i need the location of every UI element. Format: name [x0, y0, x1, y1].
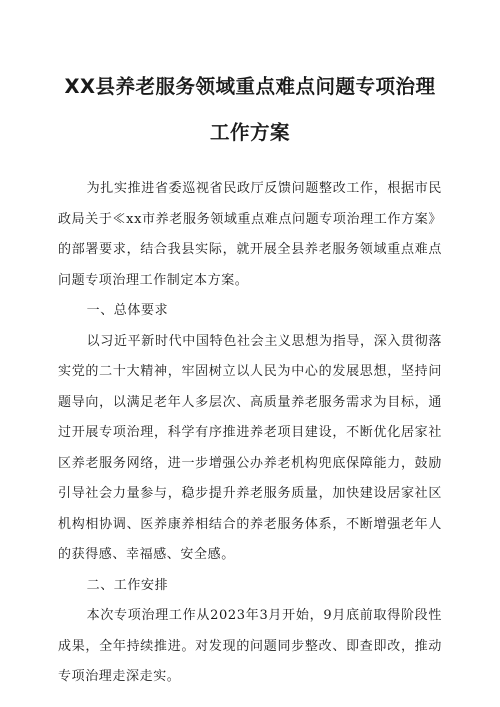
- document-title-line-2: 工作方案: [209, 121, 290, 144]
- work-arrangement-paragraph: 本次专项治理工作从2023年3月开始，9月底前取得阶段性成果，全年持续推进。对发现的问题同步整改、即查即改，推动专项治理走深走实。: [58, 608, 442, 684]
- intro-paragraph: 为扎实推进省委巡视省民政厅反馈问题整改工作，根据市民政局关于≪xx市养老服务领域重点难点问题专项治理工作方案》的部署要求，结合我县实际，就开展全县养老服务领域重点难点问题专项治理工作制定本方案。: [58, 181, 442, 288]
- general-requirements-paragraph: 以习近平新时代中国特色社会主义思想为指导，深入贯彻落实党的二十大精神，牢固树立以人民为中心的发展思想，坚持问题导向，以满足老年人多层次、高质量养老服务需求为目标，通过开展专项治理，科学有序推进养老项目建设，不断优化居家社区养老服务网络，进一步增强公办养老机构兜底保障能力，鼓励引导社会力量参与，稳步提升养老服务质量，加快建设居家社区机构相协调、医养康养相结合的养老服务体系，不断增强老年人的获得感、幸福感、安全感。: [58, 333, 442, 562]
- document-body: [58, 174, 442, 693]
- section-heading-work-arrangement: 二、工作安排: [86, 577, 169, 593]
- document-title-line-1: XX县养老服务领域重点难点问题专项治理: [64, 75, 436, 98]
- section-heading-general-requirements: 一、总体要求: [86, 303, 169, 318]
